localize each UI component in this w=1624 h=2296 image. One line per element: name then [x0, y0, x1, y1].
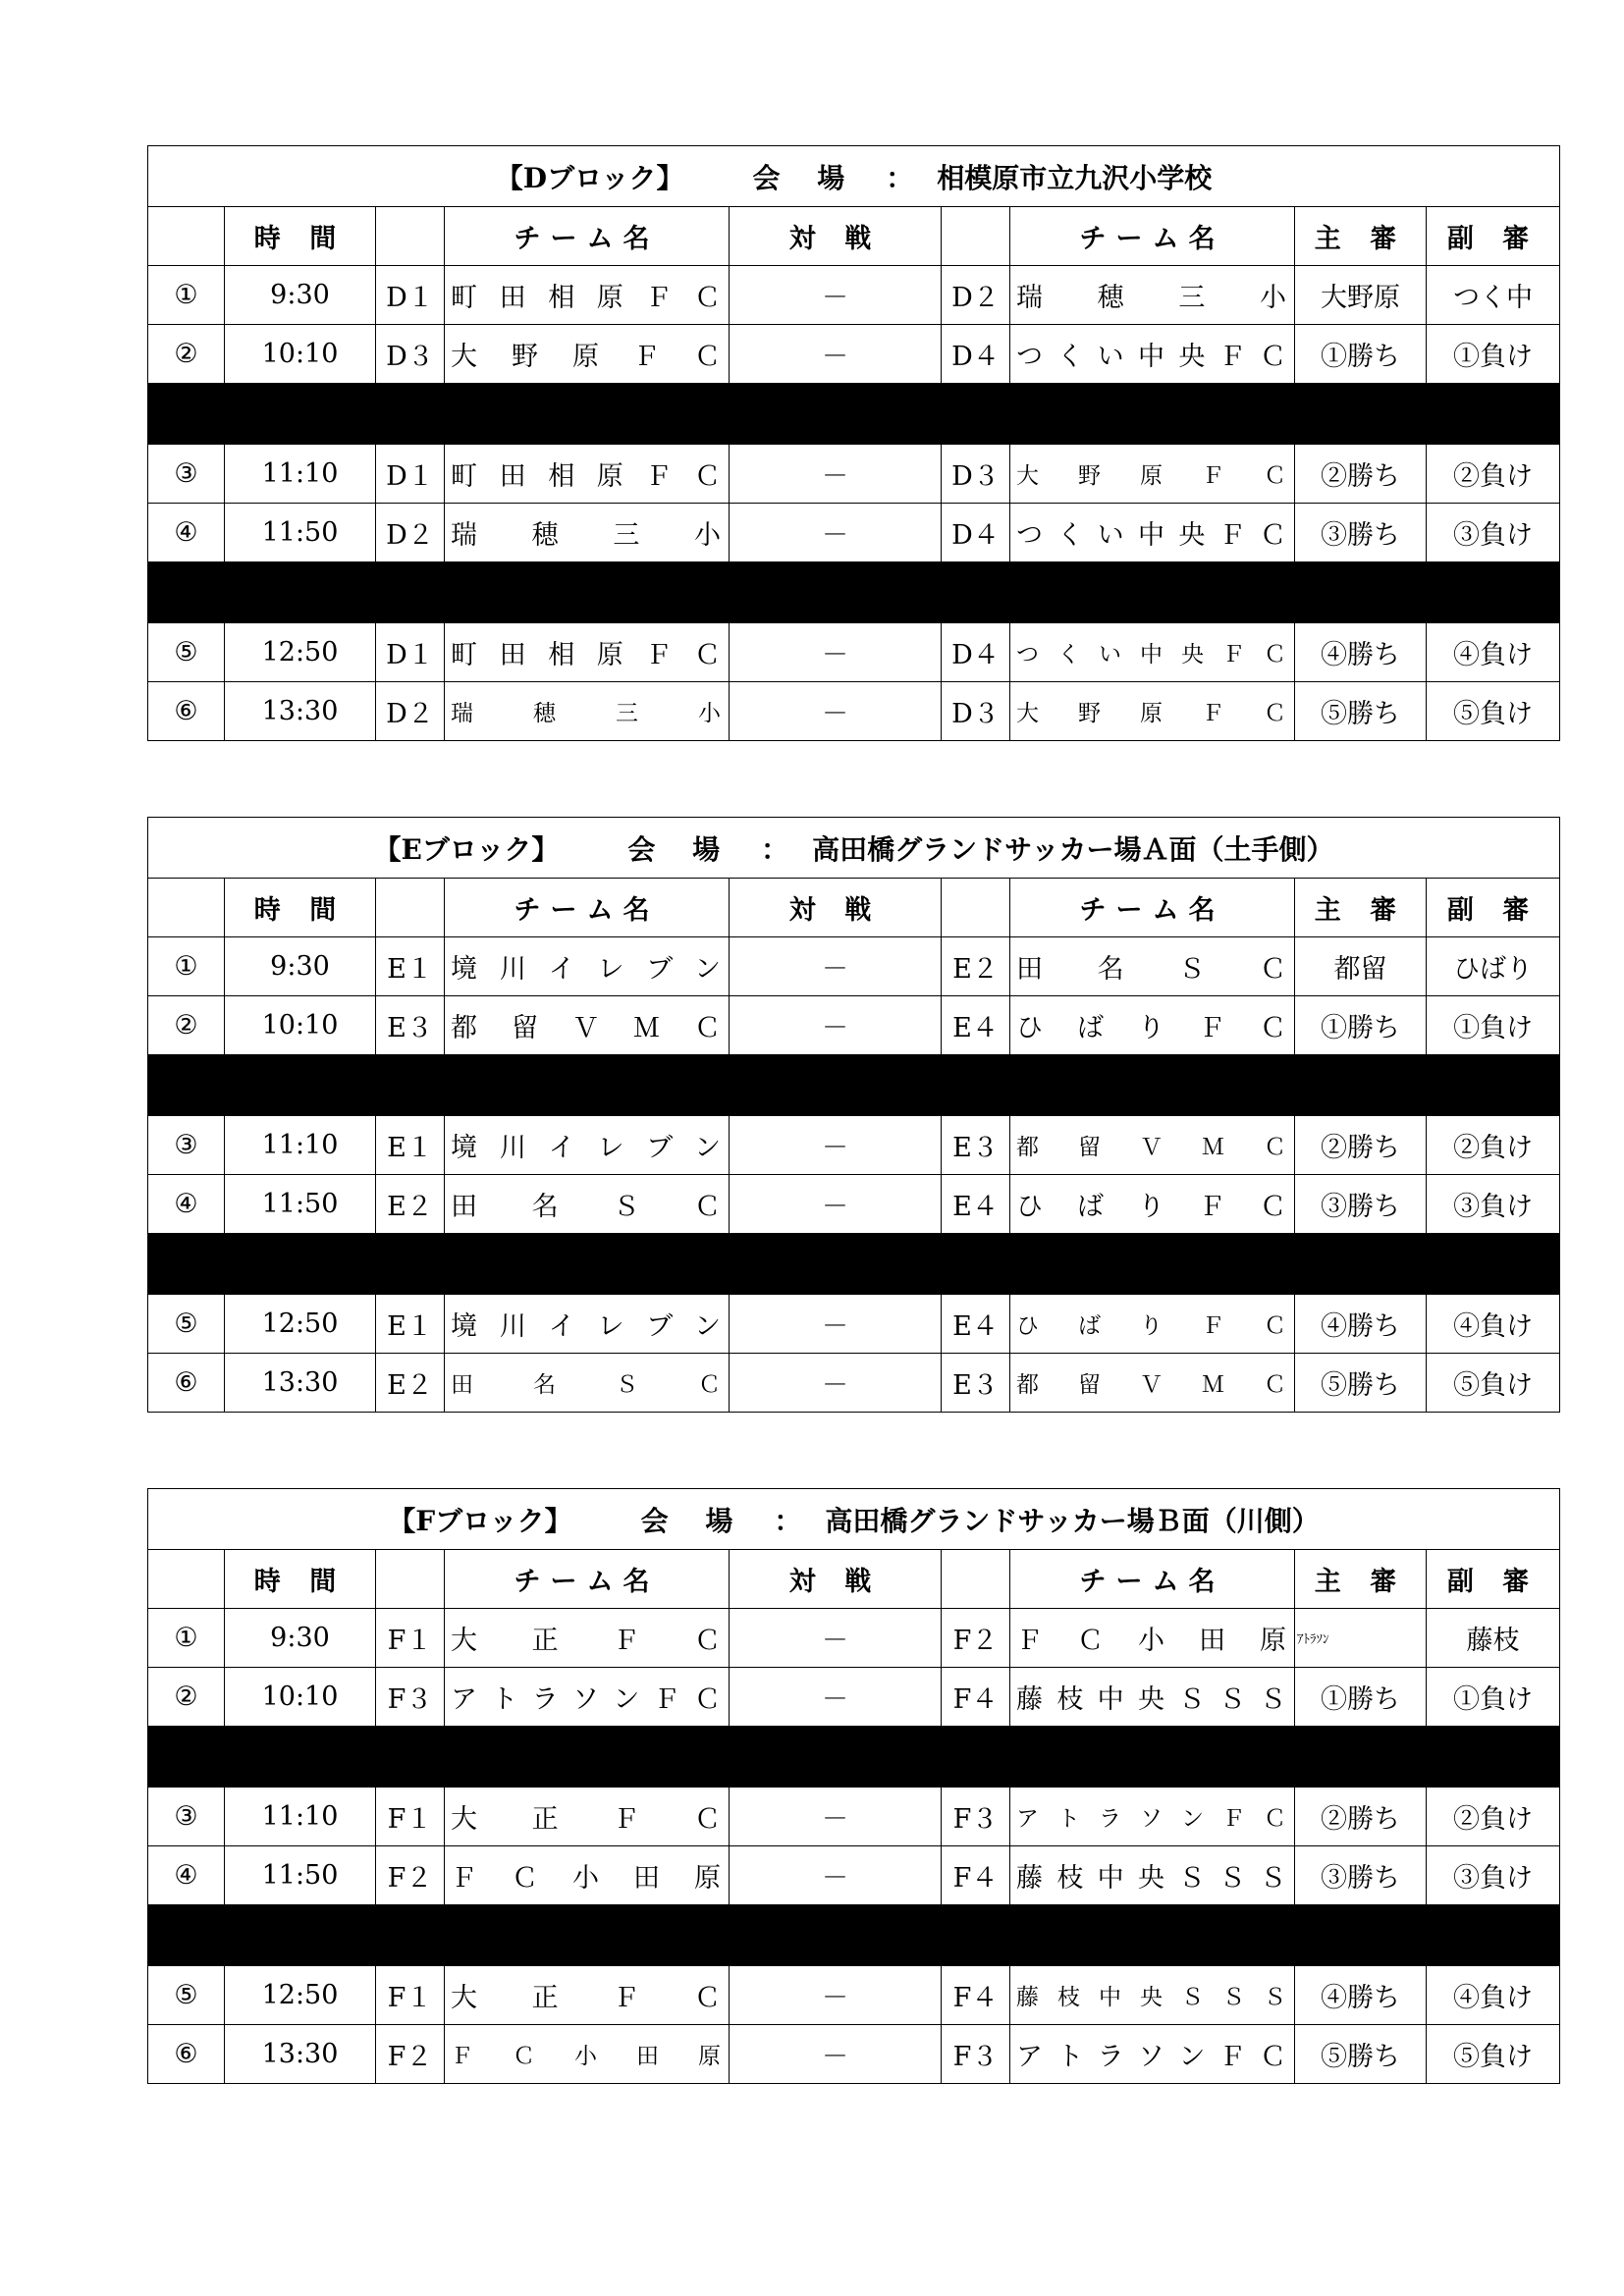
team1-name-text: 大正ＦＣ	[451, 1983, 721, 2013]
team2-code: E４	[942, 1175, 1010, 1234]
break-bar	[148, 562, 1560, 623]
match-time: 9:30	[225, 1609, 376, 1668]
team1-name	[445, 1295, 730, 1354]
team2-code: E３	[942, 1116, 1010, 1175]
schedule-table	[147, 817, 1560, 1413]
referee-main: ②勝ち	[1295, 1116, 1427, 1175]
team2-name-text: つくい中央ＦＣ	[1016, 342, 1286, 372]
team1-name-text: 大正ＦＣ	[451, 1626, 721, 1656]
block-title	[148, 146, 1560, 207]
match-number: ④	[148, 1175, 225, 1234]
team1-code: F１	[376, 1609, 445, 1668]
block-title-row	[148, 1489, 1560, 1550]
versus-dash: －	[730, 1846, 942, 1905]
header-referee-main: 主 審	[1295, 1550, 1427, 1609]
team1-name-text: ＦＣ小田原	[451, 2044, 721, 2069]
team1-name	[445, 504, 730, 562]
referee-main: ④勝ち	[1295, 1295, 1427, 1354]
match-row	[148, 1175, 1560, 1234]
match-row	[148, 996, 1560, 1055]
team2-name-text: 田名ＳＣ	[1016, 954, 1286, 985]
team1-code: E２	[376, 1175, 445, 1234]
team1-code: E１	[376, 1116, 445, 1175]
referee-main: ③勝ち	[1295, 1175, 1427, 1234]
team1-code: E１	[376, 1295, 445, 1354]
header-referee-main: 主 審	[1295, 879, 1427, 937]
break-bar	[148, 1234, 1560, 1295]
versus-dash: －	[730, 1354, 942, 1413]
match-number: ⑤	[148, 1295, 225, 1354]
venue-colon: ：	[761, 832, 789, 866]
team2-code: D２	[942, 266, 1010, 325]
versus-dash: －	[730, 2025, 942, 2084]
team1-name-text: ＦＣ小田原	[451, 1863, 721, 1894]
referee-sub: ②負け	[1427, 445, 1560, 504]
team1-name	[445, 2025, 730, 2084]
referee-main: ⑤勝ち	[1295, 682, 1427, 741]
team1-name	[445, 445, 730, 504]
team2-name-text: 大野原ＦＣ	[1016, 701, 1286, 726]
versus-dash: －	[730, 1116, 942, 1175]
versus-dash: －	[730, 1788, 942, 1846]
break-bar	[148, 1905, 1560, 1966]
team1-name	[445, 937, 730, 996]
team2-code: F４	[942, 1668, 1010, 1727]
team1-name-text: 大野原ＦＣ	[451, 342, 721, 372]
match-number: ③	[148, 1788, 225, 1846]
team2-name	[1010, 1788, 1295, 1846]
block-f-schedule	[147, 1488, 1559, 2084]
header-referee-sub: 副 審	[1427, 1550, 1560, 1609]
match-number: ⑤	[148, 623, 225, 682]
match-time: 13:30	[225, 682, 376, 741]
match-number: ⑥	[148, 682, 225, 741]
team2-name-text: つくい中央ＦＣ	[1016, 642, 1286, 667]
match-number: ①	[148, 1609, 225, 1668]
referee-main: ④勝ち	[1295, 623, 1427, 682]
match-number: ⑤	[148, 1966, 225, 2025]
versus-dash: －	[730, 623, 942, 682]
header-referee-sub: 副 審	[1427, 207, 1560, 266]
header-vs: 対 戦	[730, 1550, 942, 1609]
team1-code: F２	[376, 1846, 445, 1905]
versus-dash: －	[730, 1668, 942, 1727]
match-row	[148, 1354, 1560, 1413]
team1-name-text: 田名ＳＣ	[451, 1192, 721, 1222]
team1-name	[445, 996, 730, 1055]
match-row	[148, 1668, 1560, 1727]
block-label: 【Eブロック】	[373, 832, 560, 866]
venue-name: 高田橋グランドサッカー場Ａ面（土手側）	[812, 832, 1334, 866]
team1-name	[445, 1354, 730, 1413]
referee-main: ①勝ち	[1295, 996, 1427, 1055]
team2-code: F３	[942, 2025, 1010, 2084]
match-number: ③	[148, 445, 225, 504]
team1-name	[445, 1668, 730, 1727]
team2-name	[1010, 504, 1295, 562]
match-number: ①	[148, 937, 225, 996]
team2-code: F３	[942, 1788, 1010, 1846]
versus-dash: －	[730, 1175, 942, 1234]
team1-name-text: 町田相原ＦＣ	[451, 461, 721, 492]
match-time: 12:50	[225, 623, 376, 682]
venue-colon: ：	[774, 1504, 802, 1537]
match-time: 9:30	[225, 266, 376, 325]
team2-name-text: アトラソンＦＣ	[1016, 2042, 1286, 2072]
schedule-table	[147, 145, 1560, 741]
match-row	[148, 2025, 1560, 2084]
header-time: 時 間	[225, 207, 376, 266]
team2-name-text: ＦＣ小田原	[1016, 1626, 1286, 1656]
match-row	[148, 1295, 1560, 1354]
header-referee-main: 主 審	[1295, 207, 1427, 266]
venue-name: 高田橋グランドサッカー場Ｂ面（川側）	[825, 1504, 1320, 1537]
match-time: 13:30	[225, 2025, 376, 2084]
match-row	[148, 1788, 1560, 1846]
team1-code: F２	[376, 2025, 445, 2084]
versus-dash: －	[730, 1295, 942, 1354]
team1-code: D１	[376, 445, 445, 504]
venue-label: 会 場	[752, 161, 859, 194]
referee-main: ②勝ち	[1295, 1788, 1427, 1846]
referee-sub: ④負け	[1427, 623, 1560, 682]
team1-code: D１	[376, 266, 445, 325]
block-label: 【Fブロック】	[388, 1504, 572, 1537]
match-time: 12:50	[225, 1295, 376, 1354]
team1-name-text: 境川イレブン	[451, 954, 721, 985]
break-row	[148, 1727, 1560, 1788]
team2-name	[1010, 2025, 1295, 2084]
team2-name-text: ひばりＦＣ	[1016, 1313, 1286, 1339]
team2-name	[1010, 445, 1295, 504]
team2-code: F４	[942, 1966, 1010, 2025]
match-number: ③	[148, 1116, 225, 1175]
referee-sub: つく中	[1427, 266, 1560, 325]
match-row	[148, 937, 1560, 996]
referee-main: ②勝ち	[1295, 445, 1427, 504]
header-row	[148, 1550, 1560, 1609]
header-team1: チーム名	[445, 207, 730, 266]
team2-code: E２	[942, 937, 1010, 996]
match-row	[148, 325, 1560, 384]
match-number: ②	[148, 1668, 225, 1727]
versus-dash: －	[730, 1609, 942, 1668]
block-d-schedule	[147, 145, 1559, 741]
team2-name	[1010, 996, 1295, 1055]
match-time: 11:10	[225, 1116, 376, 1175]
match-number: ①	[148, 266, 225, 325]
block-title	[148, 818, 1560, 879]
team2-name	[1010, 682, 1295, 741]
header-code1	[376, 207, 445, 266]
versus-dash: －	[730, 445, 942, 504]
referee-sub: ④負け	[1427, 1295, 1560, 1354]
versus-dash: －	[730, 1966, 942, 2025]
venue-name: 相模原市立九沢小学校	[937, 161, 1213, 194]
match-row	[148, 623, 1560, 682]
header-referee-sub: 副 審	[1427, 879, 1560, 937]
match-row	[148, 266, 1560, 325]
header-vs: 対 戦	[730, 207, 942, 266]
header-vs: 対 戦	[730, 879, 942, 937]
match-time: 10:10	[225, 1668, 376, 1727]
referee-sub: ③負け	[1427, 1846, 1560, 1905]
block-title-text	[496, 157, 1213, 196]
versus-dash: －	[730, 996, 942, 1055]
header-code1	[376, 879, 445, 937]
break-row	[148, 1055, 1560, 1116]
team1-name-text: 田名ＳＣ	[451, 1372, 721, 1398]
referee-main: ④勝ち	[1295, 1966, 1427, 2025]
team1-name	[445, 1175, 730, 1234]
team1-name	[445, 266, 730, 325]
match-row	[148, 1966, 1560, 2025]
match-row	[148, 445, 1560, 504]
team2-name	[1010, 266, 1295, 325]
team2-name	[1010, 1846, 1295, 1905]
header-code2	[942, 1550, 1010, 1609]
header-row	[148, 879, 1560, 937]
team2-code: D３	[942, 445, 1010, 504]
team1-name	[445, 325, 730, 384]
team2-code: F２	[942, 1609, 1010, 1668]
header-team2: チーム名	[1010, 207, 1295, 266]
team2-name	[1010, 1966, 1295, 2025]
venue-label: 会 場	[627, 832, 734, 866]
team1-code: F１	[376, 1788, 445, 1846]
referee-main: ⑤勝ち	[1295, 2025, 1427, 2084]
versus-dash: －	[730, 682, 942, 741]
team2-name-text: つくい中央ＦＣ	[1016, 520, 1286, 551]
team1-code: E３	[376, 996, 445, 1055]
referee-sub: ⑤負け	[1427, 1354, 1560, 1413]
team2-code: D４	[942, 504, 1010, 562]
team2-code: E３	[942, 1354, 1010, 1413]
team1-code: D３	[376, 325, 445, 384]
header-team2: チーム名	[1010, 1550, 1295, 1609]
team2-code: F４	[942, 1846, 1010, 1905]
team1-name	[445, 1788, 730, 1846]
header-time: 時 間	[225, 1550, 376, 1609]
match-row	[148, 504, 1560, 562]
team2-name	[1010, 1609, 1295, 1668]
team1-code: E２	[376, 1354, 445, 1413]
team1-name-text: 町田相原ＦＣ	[451, 283, 721, 313]
referee-main: ｱﾄﾗｿﾝ	[1295, 1609, 1427, 1668]
team1-name-text: 瑞穂三小	[451, 520, 721, 551]
block-title-row	[148, 818, 1560, 879]
break-bar	[148, 1727, 1560, 1788]
team2-name-text: 藤枝中央ＳＳＳ	[1016, 1684, 1286, 1715]
versus-dash: －	[730, 266, 942, 325]
team1-name	[445, 682, 730, 741]
team1-code: D１	[376, 623, 445, 682]
referee-sub: ①負け	[1427, 1668, 1560, 1727]
team2-code: E４	[942, 996, 1010, 1055]
header-time: 時 間	[225, 879, 376, 937]
team1-name	[445, 1116, 730, 1175]
team1-code: E１	[376, 937, 445, 996]
versus-dash: －	[730, 504, 942, 562]
team2-name-text: 瑞穂三小	[1016, 283, 1286, 313]
break-bar	[148, 384, 1560, 445]
header-no	[148, 207, 225, 266]
team2-name-text: アトラソンＦＣ	[1016, 1806, 1286, 1832]
team2-name	[1010, 937, 1295, 996]
break-row	[148, 562, 1560, 623]
team1-name	[445, 623, 730, 682]
match-time: 11:10	[225, 445, 376, 504]
schedule-table	[147, 1488, 1560, 2084]
team1-code: D２	[376, 504, 445, 562]
match-time: 13:30	[225, 1354, 376, 1413]
versus-dash: －	[730, 325, 942, 384]
header-team1: チーム名	[445, 879, 730, 937]
match-row	[148, 1846, 1560, 1905]
team2-name	[1010, 1295, 1295, 1354]
referee-sub: ③負け	[1427, 504, 1560, 562]
match-time: 10:10	[225, 325, 376, 384]
header-code2	[942, 207, 1010, 266]
referee-sub: ひばり	[1427, 937, 1560, 996]
referee-sub: ②負け	[1427, 1788, 1560, 1846]
match-time: 11:50	[225, 504, 376, 562]
block-title	[148, 1489, 1560, 1550]
block-title-text	[388, 1500, 1320, 1539]
team2-code: D４	[942, 623, 1010, 682]
referee-sub: ⑤負け	[1427, 682, 1560, 741]
referee-main: ⑤勝ち	[1295, 1354, 1427, 1413]
team1-name-text: 都留ＶＭＣ	[451, 1013, 721, 1043]
team1-name-text: 境川イレブン	[451, 1311, 721, 1342]
team2-name	[1010, 1668, 1295, 1727]
team1-name-text: アトラソンＦＣ	[451, 1684, 721, 1715]
match-row	[148, 1116, 1560, 1175]
referee-sub: ③負け	[1427, 1175, 1560, 1234]
team2-name-text: ひばりＦＣ	[1016, 1013, 1286, 1043]
match-number: ⑥	[148, 2025, 225, 2084]
team1-code: F３	[376, 1668, 445, 1727]
match-time: 11:10	[225, 1788, 376, 1846]
referee-main: 大野原	[1295, 266, 1427, 325]
team2-name	[1010, 1116, 1295, 1175]
referee-sub: ①負け	[1427, 325, 1560, 384]
referee-main: 都留	[1295, 937, 1427, 996]
match-time: 11:50	[225, 1175, 376, 1234]
team1-code: D２	[376, 682, 445, 741]
header-team1: チーム名	[445, 1550, 730, 1609]
block-title-text	[374, 828, 1334, 868]
match-number: ⑥	[148, 1354, 225, 1413]
match-time: 12:50	[225, 1966, 376, 2025]
team2-code: D３	[942, 682, 1010, 741]
team1-name-text: 瑞穂三小	[451, 701, 721, 726]
break-row	[148, 1234, 1560, 1295]
team2-name-text: 藤枝中央ＳＳＳ	[1016, 1985, 1286, 2010]
match-number: ②	[148, 996, 225, 1055]
match-number: ④	[148, 504, 225, 562]
team1-name-text: 町田相原ＦＣ	[451, 640, 721, 670]
match-number: ②	[148, 325, 225, 384]
referee-sub: ①負け	[1427, 996, 1560, 1055]
header-code1	[376, 1550, 445, 1609]
header-team2: チーム名	[1010, 879, 1295, 937]
referee-main: ①勝ち	[1295, 325, 1427, 384]
team1-name	[445, 1966, 730, 2025]
team2-name-text: ひばりＦＣ	[1016, 1192, 1286, 1222]
referee-sub: ⑤負け	[1427, 2025, 1560, 2084]
versus-dash: －	[730, 937, 942, 996]
match-number: ④	[148, 1846, 225, 1905]
venue-label: 会 場	[640, 1504, 747, 1537]
team2-name	[1010, 325, 1295, 384]
referee-sub: ②負け	[1427, 1116, 1560, 1175]
team2-name-text: 藤枝中央ＳＳＳ	[1016, 1863, 1286, 1894]
referee-main: ③勝ち	[1295, 504, 1427, 562]
team2-code: E４	[942, 1295, 1010, 1354]
referee-sub: 藤枝	[1427, 1609, 1560, 1668]
referee-main: ①勝ち	[1295, 1668, 1427, 1727]
break-bar	[148, 1055, 1560, 1116]
referee-sub: ④負け	[1427, 1966, 1560, 2025]
match-time: 9:30	[225, 937, 376, 996]
team2-name	[1010, 1175, 1295, 1234]
header-no	[148, 1550, 225, 1609]
team2-name	[1010, 623, 1295, 682]
team2-code: D４	[942, 325, 1010, 384]
venue-colon: ：	[886, 161, 914, 194]
match-row	[148, 682, 1560, 741]
header-code2	[942, 879, 1010, 937]
block-title-row	[148, 146, 1560, 207]
match-row	[148, 1609, 1560, 1668]
team1-code: F１	[376, 1966, 445, 2025]
team1-name-text: 境川イレブン	[451, 1133, 721, 1163]
header-no	[148, 879, 225, 937]
team2-name	[1010, 1354, 1295, 1413]
header-row	[148, 207, 1560, 266]
referee-main: ③勝ち	[1295, 1846, 1427, 1905]
team2-name-text: 都留ＶＭＣ	[1016, 1135, 1286, 1160]
break-row	[148, 1905, 1560, 1966]
team1-name	[445, 1846, 730, 1905]
block-label: 【Dブロック】	[495, 161, 684, 194]
break-row	[148, 384, 1560, 445]
match-time: 11:50	[225, 1846, 376, 1905]
block-e-schedule	[147, 817, 1559, 1413]
team1-name-text: 大正ＦＣ	[451, 1804, 721, 1835]
team2-name-text: 大野原ＦＣ	[1016, 463, 1286, 489]
team2-name-text: 都留ＶＭＣ	[1016, 1372, 1286, 1398]
match-time: 10:10	[225, 996, 376, 1055]
team1-name	[445, 1609, 730, 1668]
